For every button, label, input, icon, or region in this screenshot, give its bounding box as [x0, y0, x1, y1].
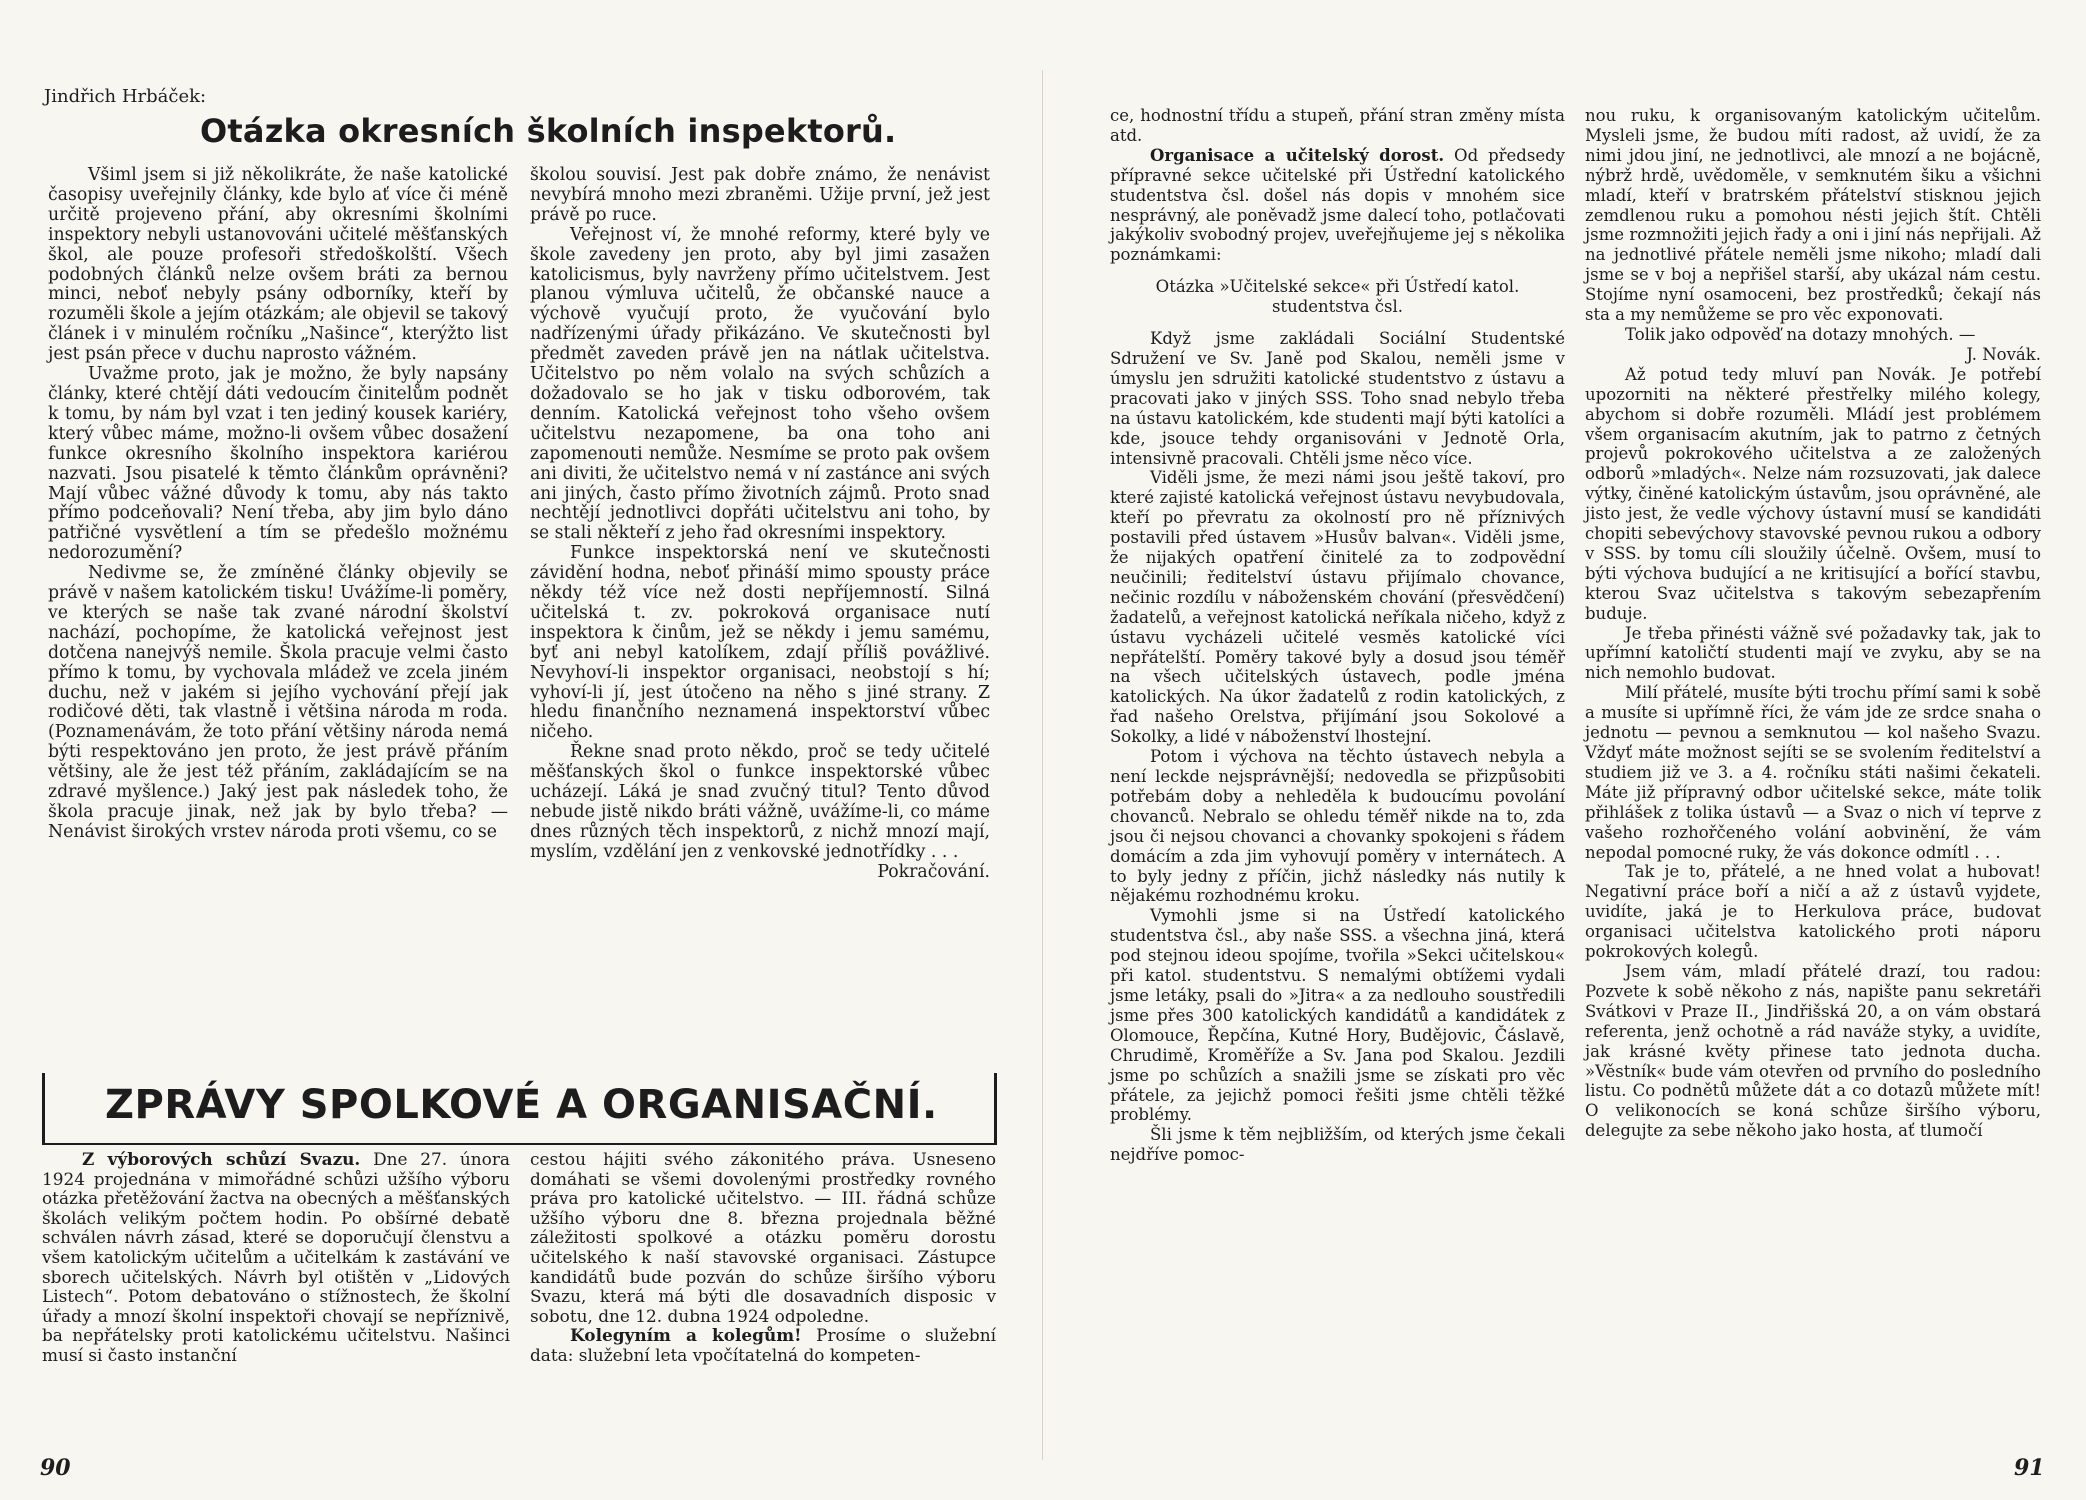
paragraph: Až potud tedy mluví pan Novák. Je potřebí upozorniti na některé přestřelky milého kolegy, abychom si dobře rozuměli. Mládí jest problémem všem organisacím akutním, jak to patrno z četných projevů pokrokového učitelstva a ze založených odborů »mladých«. Nelze nám rozsuzovati, jak dalece výtky, činěné katolickým ústavům, jsou oprávněné, ale jisto jest, že vedle výchovy ústavní musí se kandidáti chopiti sebevýchovy stavovské pevnou rukou a odbory v SSS. by tomu cíli sloužily účelně. Ovšem, musí to býti výchova budující a ne kritisující a bořící stavbu, kterou Svaz učitelstva s takovým sebezapřením buduje.	[1585, 364, 2041, 623]
news-text-continued: cestou hájiti svého zákonitého práva. Usneseno domáhati se všemi dovolenými prostředky rovného práva pro katolické učitelstvo. — III. řádná schůze užšího výboru dne 8. března projednala běžné záležitosti spolkové a otázku poměru dorostu učitelského k naší stavovské organisaci. Zástupce kandidátů bude pozván do schůze širšího výboru Svazu, která má býti dle dosavadních disposic v sobotu, dne 12. dubna 1924 odpoledne.	[530, 1149, 996, 1326]
news-text-svaz: Dne 27. února 1924 projednána v mimořádné schůzi užšího výboru otázka přetěžování žactva na obecných a měšťanských školách velikým počtem hodin. Po obšírné debatě schválen návrh zásad, které se doporučují členstvu a všem katolickým učitelům a učitelkám k zastávání ve sborech učitelských. Návrh byl otištěn v „Lidových Listech“. Potom debatováno o stížnostech, že školní úřady a mnozí školní inspektoři chovají se nepříznivě, ba nepřátelsky proti katolickému učitelstvu. Našinci musí si často instanční	[42, 1149, 510, 1365]
page-gutter	[1042, 70, 1043, 1460]
news-column-1	[42, 1150, 510, 1366]
paragraph: Tak je to, přátelé, a ne hned volat a hubovat! Negativní práce boří a ničí a až z ústavů vyjdete, uvidíte, jaká je to Herkulova práce, budovat organisaci učitelstva katolického proti náporu pokrokových kolegů.	[1585, 862, 2041, 962]
paragraph: Milí přátelé, musíte býti trochu přímí sami k sobě a musíte si upřímně říci, že vám jde ze srdce snaha o jednotu — pevnou a semknutou — kol našeho Svazu. Vždyť máte možnost sejíti se se svolením ředitelství a studiem již ve 3. a 4. ročníku státi našimi čekateli. Máte již přípravný odbor učitelské sekce, máte tolik přihlášek z tolika ústavů — a Svaz o nich ví teprve z vašeho rozhořčeného volání aobvinění, že vám nepodal pomocné ruky, že vás dokonce odmítl . . .	[1585, 683, 2041, 862]
paragraph: nou ruku, k organisovaným katolickým učitelům. Mysleli jsme, že budou míti radost, až uvidí, že za nimi jdou jiní, ne jednotlivci, ale mnozí a ne bojácně, nýbrž hrdě, uvědoměle, v semknutém šiku a všichni mladí, kteří v bratrském přátelství stisknou jejich zemdlenou ruku a pomohou nésti jejich štít. Chtěli jsme rozmnožiti jejich řady a oni i jiní nás nepřijali. Až na jednotlivé přátele neměli jsme nikoho; mladí dali jsme se v boj a nepřišel starší, aby ukázal nám cestu. Stojíme nyní osamoceni, bez prostředků; čekají nás sta a my nemůžeme se pro věc exponovati.	[1585, 106, 2041, 325]
right-column-1	[1110, 106, 1565, 1165]
news-text-kolegynim: Prosíme o služební data: služební leta vpočítatelná do kompeten-	[530, 1325, 996, 1365]
paragraph-text: Od předsedy přípravné sekce učitelské při Ústřední katolického studentstva čsl. došel nás dopis v mnohém sice nesprávný, ale poněvadž jsme dalecí toho, potlačovati jakýkoliv svobodný projev, uveřejňujeme jej s několika poznámkami:	[1110, 145, 1565, 265]
paragraph: Šli jsme k těm nejbližším, od kterých jsme čekali nejdříve pomoc-	[1110, 1125, 1565, 1165]
paragraph: Nedivme se, že zmíněné články objevily se právě v našem katolickém tisku! Uvážíme-li poměry, ve kterých se naše tak zvané národní školství nachází, pochopíme, že katolická veřejnost jest dotčena nanejvýš nemile. Škola pracuje velmi často přímo k tomu, by vychovala mládež ve zcela jiném duchu, než v jakém si jejího vychování přejí jak rodičové děti, tak vlastně i většina národa m roda. (Poznamenávám, že toto přání většiny národa nemá býti respektováno jen proto, že jest právě přáním většiny, ale že jest též přáním, zakládajícím se na zdravé myšlence.) Jaký jest pak následek toho, že škola pracuje jinak, než jak by bylo třeba? — Nenávist širokých vrstev národa proti všemu, co se	[48, 563, 508, 842]
section-heading: ZPRÁVY SPOLKOVÉ A ORGANISAČNÍ.	[105, 1082, 938, 1128]
paragraph: Všiml jsem si již několikráte, že naše katolické časopisy uveřejnily články, kde bylo ať více či méně určitě projeveno přání, aby okresními školními inspektory nebyli ustanovováni učitelé měšťanských škol, ale pouze profesoři středoškolští. Všech podobných článků nelze ovšem bráti za bernou minci, neboť nebyly psány odborníky, kteří by rozuměli škole a jejím otázkám; ale objevil se takový článek i v minulém ročníku „Našince“, kterýžto list jest psán přece v duchu naprosto vážném.	[48, 165, 508, 365]
letter-heading: Otázka »Učitelské sekce« při Ústředí katol. studentstva čsl.	[1155, 277, 1520, 317]
paragraph: Je třeba přinésti vážně své požadavky tak, jak to upřímní katoličtí studenti mají ve zvyku, aby se na nich nemohlo budovat.	[1585, 623, 2041, 683]
signature: J. Novák.	[1966, 344, 2041, 364]
right-column-2	[1585, 106, 2041, 1141]
paragraph: Když jsme zakládali Sociální Studentské Sdružení ve Sv. Janě pod Skalou, neměli jsme v úmyslu jen sdružiti katolické studentstvo z ústavu a pracovati jako v jiných SSS. Toho snad nebylo třeba na ústavu katolickém, kde studenti mají býti katolíci a kde, jsouce tehdy organisováni v Jednotě Orla, intensivně pracovali. Chtěli jsme něco více.	[1110, 329, 1565, 468]
news-lead-kolegynim: Kolegyním a kolegům!	[570, 1325, 802, 1346]
paragraph	[1110, 146, 1565, 265]
article-column-1	[48, 166, 508, 843]
paragraph: Funkce inspektorská není ve skutečnosti závidění hodna, neboť přináší mimo spousty práce někdy též více než dosti nepříjemností. Silná učitelská t. zv. pokroková organisace nutí inspektora k činům, jež se někdy i jemu samému, byť ani nebyl katolíkem, zdají příliš povážlivé. Nevyhoví-li inspektor organisaci, neobstojí s hí; vyhoví-li jí, jest útočeno na něho s jiné strany. Z hledu finančního neznamená inspektorství vůbec ničeho.	[530, 543, 990, 743]
article-author: Jindřich Hrbáček:	[44, 86, 207, 107]
page-number-left: 90	[40, 1455, 71, 1481]
page-number-right: 91	[2014, 1455, 2045, 1481]
paragraph: Uvažme proto, jak je možno, že byly napsány články, které chtějí dáti vedoucím činitelům podnět k tomu, by nám byl vzat i ten jediný kousek kariéry, který vůbec máme, možno-li ovšem vůbec dosažení funkce okresního školního inspektora kariérou nazvati. Jsou pisatelé k těmto článkům oprávněni? Mají vůbec vážné důvody k tomu, aby nás takto přímo podceňovali? Není třeba, aby jim bylo dáno patřičné vysvětlení a tím se předešlo možnému nedorozumění?	[48, 364, 508, 564]
paragraph: Viděli jsme, že mezi námi jsou ještě takoví, pro které zajisté katolická veřejnost ústavu nevybudovala, kteří po převratu za okolností pro ně příznivých postavili před ústavem »Husův balvan«. Viděli jsme, že nijakých opatření činitelé za to zodpovědní neučinili; ředitelství ústavu přijímalo chovance, nečinic rozdílu v náboženském chování (přesvědčení) žadatelů, a veřejnost katolická neříkala ničeho, když z ústavu vycházeli učitelé vesměs katolické víci nepřátelští. Poměry takové byly a dosud jsou téměř na všech učitelských ústavech, podle jména katolických. Na úkor žadatelů z rodin katolických, z řad našeho Orelstva, přijímání jsou Sokolové a Sokolky, a lidé v náboženství lhostejní.	[1110, 468, 1565, 747]
paragraph: školou souvisí. Jest pak dobře známo, že nenávist nevybírá mnoho mezi zbraněmi. Užije první, jež jest právě po ruce.	[530, 165, 990, 225]
paragraph: Pokračování.	[877, 861, 990, 882]
news-lead-svaz: Z výborových schůzí Svazu.	[82, 1149, 361, 1169]
article-column-2	[530, 166, 990, 883]
article-title: Otázka okresních školních inspektorů.	[200, 112, 897, 150]
paragraph: Jsem vám, mladí přátelé drazí, tou radou: Pozvete k sobě někoho z nás, napište panu sekretáři Svátkovi v Praze II., Jindřišská 20, a on vám obstará referenta, jenž ochotně a rád naváže styky, a uvidíte, jak krásné květy přinese tato jednota ducha. »Věstník« bude vám otevřen od prvního do posledního listu. Co podnětů můžete dát a co dotazů můžete mít! O velikonocích se koná schůze širšího výboru, delegujte za sebe někoho jako hosta, ať tlumočí	[1585, 961, 2041, 1141]
paragraph: Tolik jako odpověď na dotazy mnohých. —	[1625, 324, 1976, 344]
paragraph: ce, hodnostní třídu a stupeň, přání stran změny místa atd.	[1110, 106, 1565, 145]
paragraph: Řekne snad proto někdo, proč se tedy učitelé měšťanských škol o funkce inspektorské vůbec ucházejí. Láká je snad zvučný titul? Tento důvod nebude jistě nikdo bráti vážně, uvážíme-li, co máme dnes různých těch inspektorů, z nichž mnozí mají, myslím, vzdělání jen z venkovské jednotřídky . . .	[530, 742, 990, 862]
paragraph: Potom i výchova na těchto ústavech nebyla a není leckde nejsprávnější; nedovedla se přizpůsobiti potřebám doby a nehleděla k budoucímu povolání chovanců. Nebralo se ohledu téměř nikde na to, zda jsou či nejsou chovanci a chovanky spokojeni s řádem domácím a zda jim vyhovují poměry v internátech. A to byly jedny z příčin, jichž následky nás nutily k nějakému rozhodnému kroku.	[1110, 747, 1565, 906]
news-column-2	[530, 1150, 996, 1366]
paragraph: Veřejnost ví, že mnohé reformy, které byly ve škole zavedeny jen proto, aby byl jimi zasažen katolicismus, byly navrženy přímo učitelstvem. Jest planou výmluva učitelů, že občanské nauce a výchově vyučují proto, že vyučování bylo nadřízenými úřady přikázáno. Ve skutečnosti byl předmět zaveden právě jen na nátlak učitelstva. Učitelstvo po něm volalo na svých schůzích a dožadovalo se ho jak v tisku odborovém, tak denním. Katolická veřejnost toho všeho ovšem učitelstvu nezapomene, ba ona toho ani zapomenouti nemůže. Nesmíme se proto pak ovšem ani diviti, že učitelstvo nemá v ní zastánce ani svých ani jiných, často přímo životních zájmů. Proto snad nechtějí jednotlivci dopřáti učitelstvu ani toho, by se stali někteří z jeho řad okresními inspektory.	[530, 224, 990, 544]
paragraph: Vymohli jsme si na Ústředí katolického studentstva čsl., aby naše SSS. a všechna jiná, která pod stejnou ideou spojíme, tvořila »Sekci učitelskou« při katol. studentstvu. S nemalými obtížemi vydali jsme letáky, psali do »Jitra« a za nedlouho soustředili jsme přes 300 katolických kandidátů a kandidátek z Olomouce, Řepčína, Kutné Hory, Budějovic, Čáslavě, Chrudimě, Kroměříže a Sv. Jana pod Skalou. Jezdili jsme po schůzích a snažili jsme se získati pro věc přátele, za jejichž pomoci řešiti jsme chtěli těžké problémy.	[1110, 906, 1565, 1125]
paragraph-lead: Organisace a učitelský dorost.	[1150, 145, 1445, 165]
